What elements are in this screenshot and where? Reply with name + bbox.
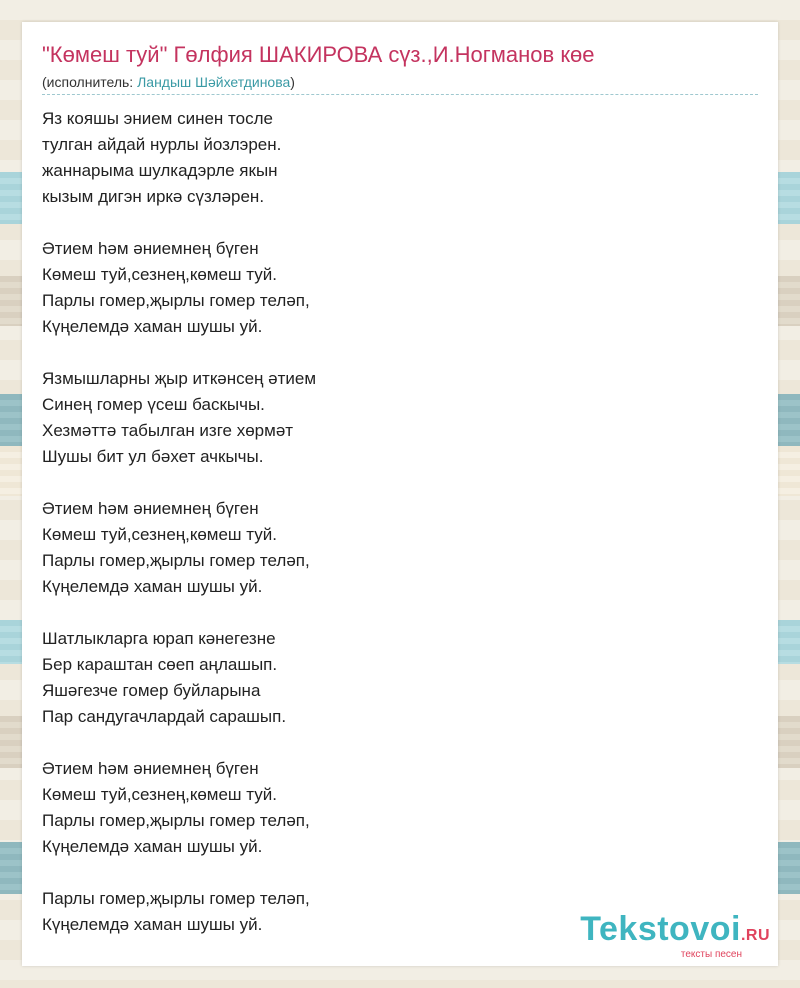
lyric-line: Шатлыкларга юрап кәнегезне	[42, 629, 276, 648]
lyric-line: Пар сандугачлардай сарашып.	[42, 707, 287, 726]
lyric-line: Яшәгезче гомер буйларына	[42, 681, 261, 700]
site-logo[interactable]	[580, 912, 770, 960]
lyric-line: Парлы гомер,җырлы гомер теләп,	[42, 551, 310, 570]
lyric-line: Парлы гомер,җырлы гомер теләп,	[42, 811, 310, 830]
lyric-line: Әтием һәм әниемнең бүген	[42, 759, 259, 778]
logo-tagline: тексты песен	[680, 949, 742, 960]
lyric-line: Көмеш туй,сезнең,көмеш туй.	[42, 265, 277, 284]
lyric-line: жаннарыма шулкадэрле якын	[42, 161, 278, 180]
lyric-line: Парлы гомер,җырлы гомер теләп,	[42, 889, 310, 908]
lyric-line: Күңелемдә хаман шушы уй.	[42, 837, 263, 856]
lyric-line: тулган айдай нурлы йозлэрен.	[42, 135, 282, 154]
lyrics-card	[22, 22, 778, 966]
stanza	[42, 496, 316, 600]
lyric-line: Көмеш туй,сезнең,көмеш туй.	[42, 525, 277, 544]
lyric-line: Күңелемдә хаман шушы уй.	[42, 915, 263, 934]
lyrics-body	[42, 106, 316, 938]
stanza	[42, 756, 316, 860]
stanza	[42, 626, 316, 730]
performer-link[interactable]: Ландыш Шәйхетдинова	[137, 74, 291, 90]
lyric-line: Әтием һәм әниемнең бүген	[42, 499, 259, 518]
stanza	[42, 236, 316, 340]
logo-text: Tekstovoi	[580, 910, 741, 948]
lyric-line: Синең гомер үсеш баскычы.	[42, 395, 265, 414]
stanza	[42, 886, 316, 938]
lyric-line: Күңелемдә хаман шушы уй.	[42, 577, 263, 596]
performer-suffix: )	[290, 74, 295, 90]
performer-line	[42, 74, 758, 95]
lyric-line: Парлы гомер,җырлы гомер теләп,	[42, 291, 310, 310]
stanza	[42, 366, 316, 470]
lyric-line: Әтием һәм әниемнең бүген	[42, 239, 259, 258]
lyric-line: Хезмәттә табылган изге хөрмәт	[42, 421, 294, 440]
page-title: "Көмеш туй" Гөлфия ШАКИРОВА сүз.,И.Ногманов көе	[42, 42, 595, 67]
logo-tld: .RU	[740, 927, 770, 944]
lyric-line: кызым дигэн иркә сүзләрен.	[42, 187, 265, 206]
performer-prefix: (исполнитель:	[42, 74, 138, 90]
lyric-line: Язмышларны җыр иткәнсең әтием	[42, 369, 317, 388]
lyric-line: Шушы бит ул бәхет ачкычы.	[42, 447, 264, 466]
lyric-line: Бер караштан сөеп аңлашып.	[42, 655, 278, 674]
lyric-line: Күңелемдә хаман шушы уй.	[42, 317, 263, 336]
stanza	[42, 106, 316, 210]
lyric-line: Көмеш туй,сезнең,көмеш туй.	[42, 785, 277, 804]
lyric-line: Яз кояшы энием синен тосле	[42, 109, 273, 128]
